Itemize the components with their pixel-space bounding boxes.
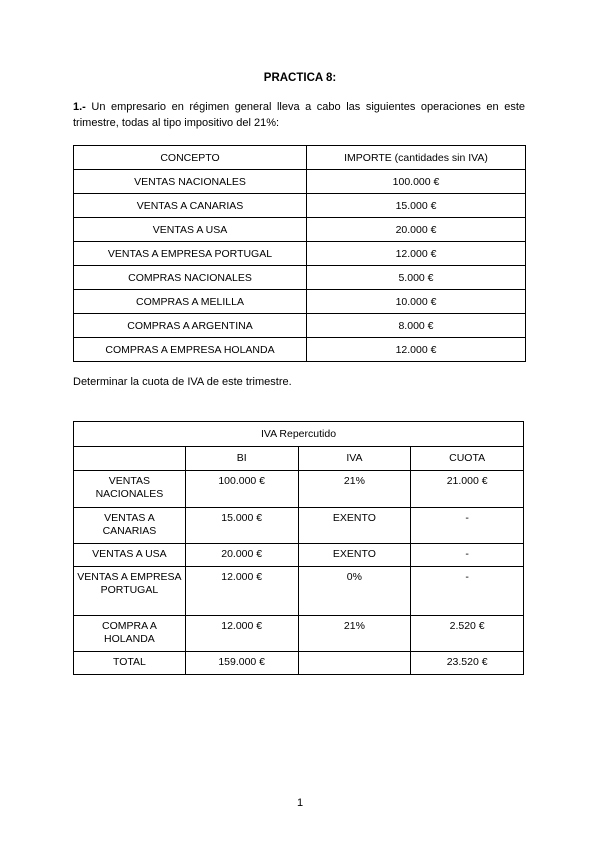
concept-cell: COMPRAS A EMPRESA HOLANDA bbox=[74, 338, 307, 362]
table-row bbox=[74, 194, 526, 218]
bi-cell: 15.000 € bbox=[185, 508, 298, 544]
bi-cell: 12.000 € bbox=[185, 616, 298, 652]
table-row bbox=[74, 544, 524, 567]
table-row bbox=[74, 242, 526, 266]
concept-cell: COMPRA A HOLANDA bbox=[74, 616, 186, 652]
total-bi: 159.000 € bbox=[185, 652, 298, 675]
table-caption-row bbox=[74, 422, 524, 447]
iva-cell: 21% bbox=[298, 616, 411, 652]
concept-cell: VENTAS NACIONALES bbox=[74, 170, 307, 194]
table-row bbox=[74, 266, 526, 290]
amount-cell: 10.000 € bbox=[307, 290, 526, 314]
table-row bbox=[74, 314, 526, 338]
amount-cell: 5.000 € bbox=[307, 266, 526, 290]
cuota-cell: - bbox=[411, 508, 524, 544]
table-row bbox=[74, 338, 526, 362]
bi-cell: 100.000 € bbox=[185, 471, 298, 508]
table-row bbox=[74, 567, 524, 616]
operations-table bbox=[73, 145, 526, 362]
table-row bbox=[74, 218, 526, 242]
amount-cell: 20.000 € bbox=[307, 218, 526, 242]
exercise-text: Un empresario en régimen general lleva a cabo las siguientes operaciones en este trimestre, todas al tipo impositivo del 21%: bbox=[73, 101, 525, 129]
bi-cell: 20.000 € bbox=[185, 544, 298, 567]
concept-cell: VENTAS A EMPRESA PORTUGAL bbox=[74, 242, 307, 266]
exercise-statement bbox=[73, 99, 525, 131]
table-header-row bbox=[74, 146, 526, 170]
concept-cell: VENTAS A CANARIAS bbox=[74, 194, 307, 218]
total-cuota: 23.520 € bbox=[411, 652, 524, 675]
amount-cell: 15.000 € bbox=[307, 194, 526, 218]
bi-cell: 12.000 € bbox=[185, 567, 298, 616]
concept-cell: VENTAS A USA bbox=[74, 544, 186, 567]
header-concepto: CONCEPTO bbox=[74, 146, 307, 170]
header-importe: IMPORTE (cantidades sin IVA) bbox=[307, 146, 526, 170]
concept-cell: VENTAS NACIONALES bbox=[74, 471, 186, 508]
page-number: 1 bbox=[296, 797, 304, 809]
header-empty bbox=[74, 447, 186, 471]
question-text: Determinar la cuota de IVA de este trimestre. bbox=[73, 376, 292, 388]
iva-cell: 21% bbox=[298, 471, 411, 508]
concept-cell: COMPRAS A MELILLA bbox=[74, 290, 307, 314]
table-row bbox=[74, 508, 524, 544]
concept-cell: COMPRAS NACIONALES bbox=[74, 266, 307, 290]
total-label: TOTAL bbox=[74, 652, 186, 675]
cuota-cell: - bbox=[411, 544, 524, 567]
iva-cell: EXENTO bbox=[298, 544, 411, 567]
table-header-row bbox=[74, 447, 524, 471]
concept-cell: COMPRAS A ARGENTINA bbox=[74, 314, 307, 338]
header-bi: BI bbox=[185, 447, 298, 471]
cuota-cell: 21.000 € bbox=[411, 471, 524, 508]
table-total-row bbox=[74, 652, 524, 675]
table-row bbox=[74, 290, 526, 314]
header-iva: IVA bbox=[298, 447, 411, 471]
exercise-number: 1.- bbox=[73, 101, 86, 113]
concept-cell: VENTAS A CANARIAS bbox=[74, 508, 186, 544]
iva-cell: EXENTO bbox=[298, 508, 411, 544]
table-row bbox=[74, 471, 524, 508]
table-row bbox=[74, 616, 524, 652]
total-iva bbox=[298, 652, 411, 675]
cuota-cell: 2.520 € bbox=[411, 616, 524, 652]
header-cuota: CUOTA bbox=[411, 447, 524, 471]
amount-cell: 12.000 € bbox=[307, 242, 526, 266]
amount-cell: 100.000 € bbox=[307, 170, 526, 194]
amount-cell: 12.000 € bbox=[307, 338, 526, 362]
table-caption: IVA Repercutido bbox=[74, 422, 524, 447]
concept-cell: VENTAS A EMPRESA PORTUGAL bbox=[74, 567, 186, 616]
amount-cell: 8.000 € bbox=[307, 314, 526, 338]
page-title: PRACTICA 8: bbox=[263, 72, 337, 84]
iva-cell: 0% bbox=[298, 567, 411, 616]
iva-repercutido-table bbox=[73, 421, 524, 675]
cuota-cell: - bbox=[411, 567, 524, 616]
table-row bbox=[74, 170, 526, 194]
concept-cell: VENTAS A USA bbox=[74, 218, 307, 242]
